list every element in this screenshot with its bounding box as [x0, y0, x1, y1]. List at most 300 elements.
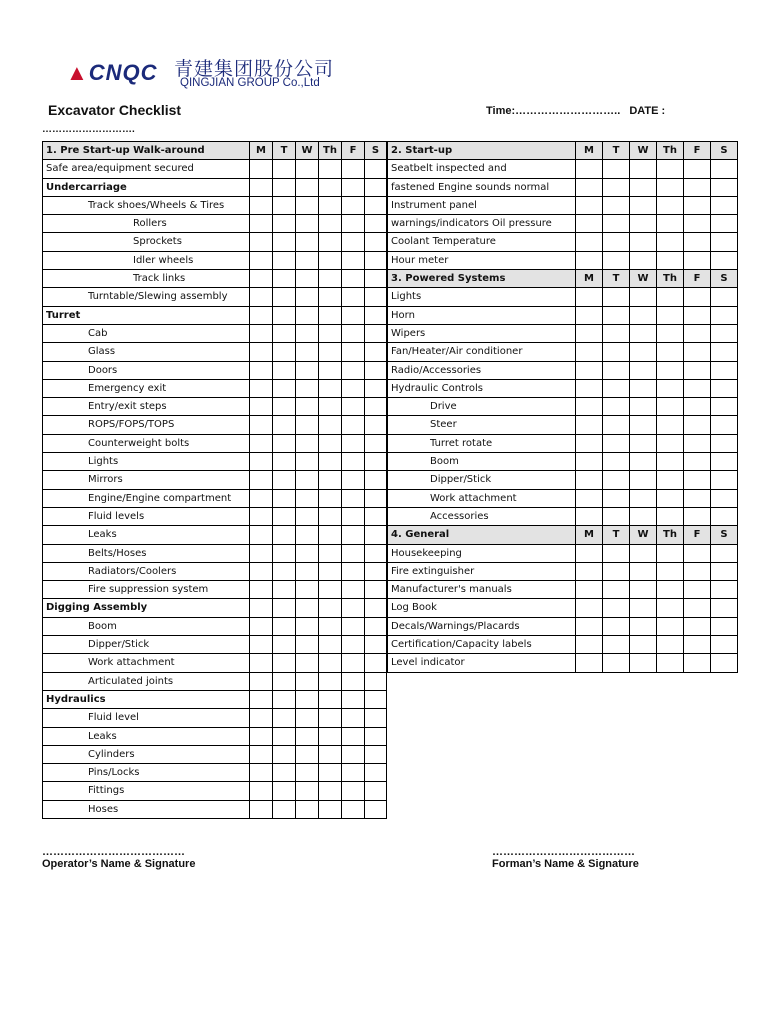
check-cell[interactable] [319, 727, 342, 745]
check-cell[interactable] [711, 599, 738, 617]
check-cell[interactable] [576, 471, 603, 489]
check-cell[interactable] [365, 636, 387, 654]
check-cell[interactable] [630, 306, 657, 324]
check-cell[interactable] [630, 379, 657, 397]
check-cell[interactable] [365, 343, 387, 361]
check-cell[interactable] [603, 599, 630, 617]
check-cell[interactable] [250, 654, 273, 672]
check-cell[interactable] [711, 233, 738, 251]
check-cell[interactable] [273, 416, 296, 434]
check-cell[interactable] [250, 562, 273, 580]
check-cell[interactable] [657, 617, 684, 635]
check-cell[interactable] [296, 379, 319, 397]
check-cell[interactable] [319, 581, 342, 599]
check-cell[interactable] [296, 782, 319, 800]
check-cell[interactable] [576, 581, 603, 599]
check-cell[interactable] [365, 379, 387, 397]
check-cell[interactable] [342, 471, 365, 489]
check-cell[interactable] [319, 526, 342, 544]
check-cell[interactable] [342, 672, 365, 690]
check-cell[interactable] [319, 636, 342, 654]
check-cell[interactable] [576, 306, 603, 324]
check-cell[interactable] [296, 215, 319, 233]
check-cell[interactable] [296, 398, 319, 416]
check-cell[interactable] [365, 690, 387, 708]
check-cell[interactable] [365, 196, 387, 214]
check-cell[interactable] [630, 398, 657, 416]
check-cell[interactable] [296, 251, 319, 269]
check-cell[interactable] [365, 270, 387, 288]
check-cell[interactable] [603, 654, 630, 672]
check-cell[interactable] [273, 270, 296, 288]
check-cell[interactable] [250, 306, 273, 324]
check-cell[interactable] [630, 215, 657, 233]
check-cell[interactable] [319, 178, 342, 196]
check-cell[interactable] [273, 745, 296, 763]
check-cell[interactable] [711, 489, 738, 507]
check-cell[interactable] [342, 196, 365, 214]
check-cell[interactable] [250, 764, 273, 782]
check-cell[interactable] [711, 654, 738, 672]
check-cell[interactable] [250, 343, 273, 361]
check-cell[interactable] [273, 215, 296, 233]
check-cell[interactable] [296, 306, 319, 324]
check-cell[interactable] [342, 324, 365, 342]
check-cell[interactable] [296, 562, 319, 580]
check-cell[interactable] [250, 544, 273, 562]
check-cell[interactable] [684, 324, 711, 342]
check-cell[interactable] [342, 654, 365, 672]
check-cell[interactable] [296, 690, 319, 708]
check-cell[interactable] [250, 782, 273, 800]
check-cell[interactable] [250, 471, 273, 489]
check-cell[interactable] [657, 562, 684, 580]
check-cell[interactable] [711, 507, 738, 525]
check-cell[interactable] [365, 233, 387, 251]
check-cell[interactable] [342, 398, 365, 416]
check-cell[interactable] [684, 654, 711, 672]
check-cell[interactable] [342, 544, 365, 562]
check-cell[interactable] [296, 233, 319, 251]
check-cell[interactable] [576, 489, 603, 507]
check-cell[interactable] [684, 251, 711, 269]
check-cell[interactable] [319, 215, 342, 233]
check-cell[interactable] [342, 800, 365, 818]
check-cell[interactable] [576, 416, 603, 434]
check-cell[interactable] [273, 379, 296, 397]
check-cell[interactable] [365, 288, 387, 306]
check-cell[interactable] [603, 361, 630, 379]
check-cell[interactable] [603, 581, 630, 599]
check-cell[interactable] [603, 233, 630, 251]
check-cell[interactable] [711, 215, 738, 233]
check-cell[interactable] [342, 727, 365, 745]
check-cell[interactable] [711, 562, 738, 580]
check-cell[interactable] [250, 398, 273, 416]
check-cell[interactable] [657, 636, 684, 654]
check-cell[interactable] [603, 636, 630, 654]
check-cell[interactable] [273, 160, 296, 178]
check-cell[interactable] [250, 727, 273, 745]
check-cell[interactable] [342, 764, 365, 782]
check-cell[interactable] [250, 233, 273, 251]
check-cell[interactable] [250, 361, 273, 379]
check-cell[interactable] [273, 544, 296, 562]
check-cell[interactable] [576, 636, 603, 654]
check-cell[interactable] [711, 361, 738, 379]
check-cell[interactable] [319, 562, 342, 580]
check-cell[interactable] [342, 160, 365, 178]
check-cell[interactable] [711, 324, 738, 342]
check-cell[interactable] [684, 581, 711, 599]
check-cell[interactable] [250, 690, 273, 708]
check-cell[interactable] [630, 434, 657, 452]
check-cell[interactable] [319, 324, 342, 342]
check-cell[interactable] [603, 288, 630, 306]
check-cell[interactable] [711, 544, 738, 562]
check-cell[interactable] [657, 434, 684, 452]
check-cell[interactable] [342, 306, 365, 324]
check-cell[interactable] [365, 416, 387, 434]
check-cell[interactable] [576, 507, 603, 525]
check-cell[interactable] [296, 160, 319, 178]
check-cell[interactable] [576, 324, 603, 342]
check-cell[interactable] [657, 288, 684, 306]
check-cell[interactable] [319, 196, 342, 214]
check-cell[interactable] [630, 324, 657, 342]
check-cell[interactable] [576, 434, 603, 452]
check-cell[interactable] [603, 215, 630, 233]
check-cell[interactable] [630, 581, 657, 599]
check-cell[interactable] [603, 251, 630, 269]
check-cell[interactable] [684, 379, 711, 397]
check-cell[interactable] [250, 745, 273, 763]
check-cell[interactable] [273, 654, 296, 672]
check-cell[interactable] [365, 251, 387, 269]
check-cell[interactable] [319, 544, 342, 562]
check-cell[interactable] [657, 507, 684, 525]
check-cell[interactable] [711, 288, 738, 306]
check-cell[interactable] [630, 288, 657, 306]
check-cell[interactable] [603, 178, 630, 196]
check-cell[interactable] [319, 782, 342, 800]
check-cell[interactable] [630, 196, 657, 214]
check-cell[interactable] [296, 709, 319, 727]
check-cell[interactable] [684, 471, 711, 489]
check-cell[interactable] [630, 599, 657, 617]
check-cell[interactable] [684, 196, 711, 214]
check-cell[interactable] [576, 654, 603, 672]
check-cell[interactable] [296, 636, 319, 654]
check-cell[interactable] [273, 764, 296, 782]
check-cell[interactable] [250, 196, 273, 214]
check-cell[interactable] [711, 416, 738, 434]
check-cell[interactable] [365, 782, 387, 800]
check-cell[interactable] [273, 489, 296, 507]
check-cell[interactable] [365, 562, 387, 580]
check-cell[interactable] [576, 617, 603, 635]
check-cell[interactable] [711, 398, 738, 416]
check-cell[interactable] [250, 507, 273, 525]
check-cell[interactable] [319, 288, 342, 306]
check-cell[interactable] [342, 709, 365, 727]
check-cell[interactable] [296, 196, 319, 214]
check-cell[interactable] [684, 306, 711, 324]
check-cell[interactable] [250, 215, 273, 233]
check-cell[interactable] [576, 453, 603, 471]
check-cell[interactable] [657, 654, 684, 672]
check-cell[interactable] [365, 215, 387, 233]
check-cell[interactable] [250, 178, 273, 196]
check-cell[interactable] [576, 599, 603, 617]
check-cell[interactable] [250, 453, 273, 471]
check-cell[interactable] [684, 434, 711, 452]
check-cell[interactable] [319, 471, 342, 489]
check-cell[interactable] [296, 453, 319, 471]
check-cell[interactable] [342, 782, 365, 800]
check-cell[interactable] [630, 343, 657, 361]
check-cell[interactable] [711, 453, 738, 471]
check-cell[interactable] [657, 471, 684, 489]
check-cell[interactable] [342, 599, 365, 617]
check-cell[interactable] [296, 361, 319, 379]
check-cell[interactable] [657, 453, 684, 471]
check-cell[interactable] [296, 617, 319, 635]
check-cell[interactable] [296, 526, 319, 544]
check-cell[interactable] [365, 581, 387, 599]
check-cell[interactable] [342, 562, 365, 580]
check-cell[interactable] [342, 434, 365, 452]
check-cell[interactable] [630, 507, 657, 525]
check-cell[interactable] [684, 361, 711, 379]
check-cell[interactable] [365, 306, 387, 324]
check-cell[interactable] [319, 453, 342, 471]
check-cell[interactable] [630, 453, 657, 471]
check-cell[interactable] [296, 324, 319, 342]
check-cell[interactable] [365, 178, 387, 196]
check-cell[interactable] [657, 361, 684, 379]
check-cell[interactable] [657, 215, 684, 233]
check-cell[interactable] [250, 709, 273, 727]
check-cell[interactable] [342, 690, 365, 708]
check-cell[interactable] [296, 416, 319, 434]
check-cell[interactable] [630, 160, 657, 178]
check-cell[interactable] [365, 709, 387, 727]
check-cell[interactable] [319, 379, 342, 397]
check-cell[interactable] [630, 471, 657, 489]
check-cell[interactable] [273, 343, 296, 361]
check-cell[interactable] [365, 434, 387, 452]
check-cell[interactable] [319, 617, 342, 635]
check-cell[interactable] [576, 178, 603, 196]
check-cell[interactable] [657, 398, 684, 416]
check-cell[interactable] [250, 379, 273, 397]
check-cell[interactable] [657, 324, 684, 342]
check-cell[interactable] [273, 507, 296, 525]
check-cell[interactable] [319, 343, 342, 361]
check-cell[interactable] [319, 507, 342, 525]
check-cell[interactable] [365, 507, 387, 525]
check-cell[interactable] [250, 636, 273, 654]
check-cell[interactable] [630, 233, 657, 251]
check-cell[interactable] [603, 453, 630, 471]
check-cell[interactable] [576, 160, 603, 178]
check-cell[interactable] [319, 361, 342, 379]
check-cell[interactable] [365, 672, 387, 690]
check-cell[interactable] [603, 416, 630, 434]
check-cell[interactable] [603, 324, 630, 342]
check-cell[interactable] [250, 800, 273, 818]
check-cell[interactable] [576, 196, 603, 214]
check-cell[interactable] [711, 617, 738, 635]
check-cell[interactable] [296, 764, 319, 782]
check-cell[interactable] [342, 507, 365, 525]
check-cell[interactable] [603, 398, 630, 416]
check-cell[interactable] [365, 398, 387, 416]
check-cell[interactable] [319, 654, 342, 672]
check-cell[interactable] [684, 599, 711, 617]
check-cell[interactable] [342, 489, 365, 507]
check-cell[interactable] [342, 617, 365, 635]
check-cell[interactable] [273, 526, 296, 544]
check-cell[interactable] [630, 636, 657, 654]
check-cell[interactable] [296, 672, 319, 690]
check-cell[interactable] [684, 507, 711, 525]
check-cell[interactable] [365, 160, 387, 178]
check-cell[interactable] [657, 160, 684, 178]
check-cell[interactable] [365, 654, 387, 672]
check-cell[interactable] [273, 581, 296, 599]
check-cell[interactable] [296, 654, 319, 672]
check-cell[interactable] [576, 343, 603, 361]
check-cell[interactable] [603, 471, 630, 489]
check-cell[interactable] [603, 489, 630, 507]
check-cell[interactable] [319, 672, 342, 690]
check-cell[interactable] [342, 215, 365, 233]
check-cell[interactable] [342, 178, 365, 196]
check-cell[interactable] [319, 709, 342, 727]
check-cell[interactable] [630, 562, 657, 580]
check-cell[interactable] [273, 617, 296, 635]
check-cell[interactable] [603, 617, 630, 635]
check-cell[interactable] [319, 764, 342, 782]
check-cell[interactable] [250, 160, 273, 178]
check-cell[interactable] [365, 544, 387, 562]
check-cell[interactable] [273, 709, 296, 727]
check-cell[interactable] [365, 727, 387, 745]
check-cell[interactable] [630, 251, 657, 269]
check-cell[interactable] [711, 379, 738, 397]
check-cell[interactable] [657, 489, 684, 507]
check-cell[interactable] [630, 489, 657, 507]
check-cell[interactable] [319, 398, 342, 416]
check-cell[interactable] [657, 306, 684, 324]
check-cell[interactable] [684, 398, 711, 416]
check-cell[interactable] [273, 288, 296, 306]
check-cell[interactable] [684, 215, 711, 233]
check-cell[interactable] [603, 160, 630, 178]
check-cell[interactable] [630, 544, 657, 562]
check-cell[interactable] [603, 434, 630, 452]
check-cell[interactable] [342, 251, 365, 269]
check-cell[interactable] [273, 782, 296, 800]
check-cell[interactable] [657, 379, 684, 397]
check-cell[interactable] [342, 745, 365, 763]
check-cell[interactable] [684, 343, 711, 361]
check-cell[interactable] [576, 379, 603, 397]
check-cell[interactable] [250, 416, 273, 434]
check-cell[interactable] [296, 343, 319, 361]
check-cell[interactable] [603, 306, 630, 324]
check-cell[interactable] [342, 636, 365, 654]
check-cell[interactable] [250, 434, 273, 452]
check-cell[interactable] [273, 324, 296, 342]
check-cell[interactable] [273, 471, 296, 489]
check-cell[interactable] [250, 251, 273, 269]
check-cell[interactable] [319, 306, 342, 324]
check-cell[interactable] [657, 196, 684, 214]
check-cell[interactable] [342, 581, 365, 599]
check-cell[interactable] [711, 160, 738, 178]
check-cell[interactable] [603, 507, 630, 525]
check-cell[interactable] [273, 196, 296, 214]
check-cell[interactable] [576, 233, 603, 251]
check-cell[interactable] [684, 416, 711, 434]
check-cell[interactable] [296, 507, 319, 525]
check-cell[interactable] [273, 434, 296, 452]
check-cell[interactable] [630, 654, 657, 672]
check-cell[interactable] [273, 361, 296, 379]
check-cell[interactable] [684, 453, 711, 471]
check-cell[interactable] [296, 581, 319, 599]
check-cell[interactable] [365, 526, 387, 544]
check-cell[interactable] [342, 526, 365, 544]
check-cell[interactable] [250, 599, 273, 617]
check-cell[interactable] [273, 800, 296, 818]
check-cell[interactable] [603, 379, 630, 397]
check-cell[interactable] [296, 471, 319, 489]
check-cell[interactable] [576, 398, 603, 416]
check-cell[interactable] [342, 379, 365, 397]
check-cell[interactable] [250, 489, 273, 507]
check-cell[interactable] [342, 233, 365, 251]
check-cell[interactable] [576, 562, 603, 580]
check-cell[interactable] [296, 434, 319, 452]
check-cell[interactable] [365, 764, 387, 782]
check-cell[interactable] [342, 416, 365, 434]
check-cell[interactable] [273, 398, 296, 416]
check-cell[interactable] [273, 453, 296, 471]
check-cell[interactable] [711, 471, 738, 489]
check-cell[interactable] [273, 690, 296, 708]
check-cell[interactable] [365, 800, 387, 818]
check-cell[interactable] [576, 544, 603, 562]
check-cell[interactable] [711, 636, 738, 654]
check-cell[interactable] [319, 434, 342, 452]
check-cell[interactable] [273, 672, 296, 690]
check-cell[interactable] [365, 453, 387, 471]
check-cell[interactable] [319, 800, 342, 818]
check-cell[interactable] [657, 544, 684, 562]
check-cell[interactable] [684, 489, 711, 507]
check-cell[interactable] [296, 270, 319, 288]
check-cell[interactable] [342, 270, 365, 288]
check-cell[interactable] [296, 599, 319, 617]
check-cell[interactable] [365, 489, 387, 507]
check-cell[interactable] [365, 324, 387, 342]
check-cell[interactable] [711, 178, 738, 196]
check-cell[interactable] [296, 800, 319, 818]
